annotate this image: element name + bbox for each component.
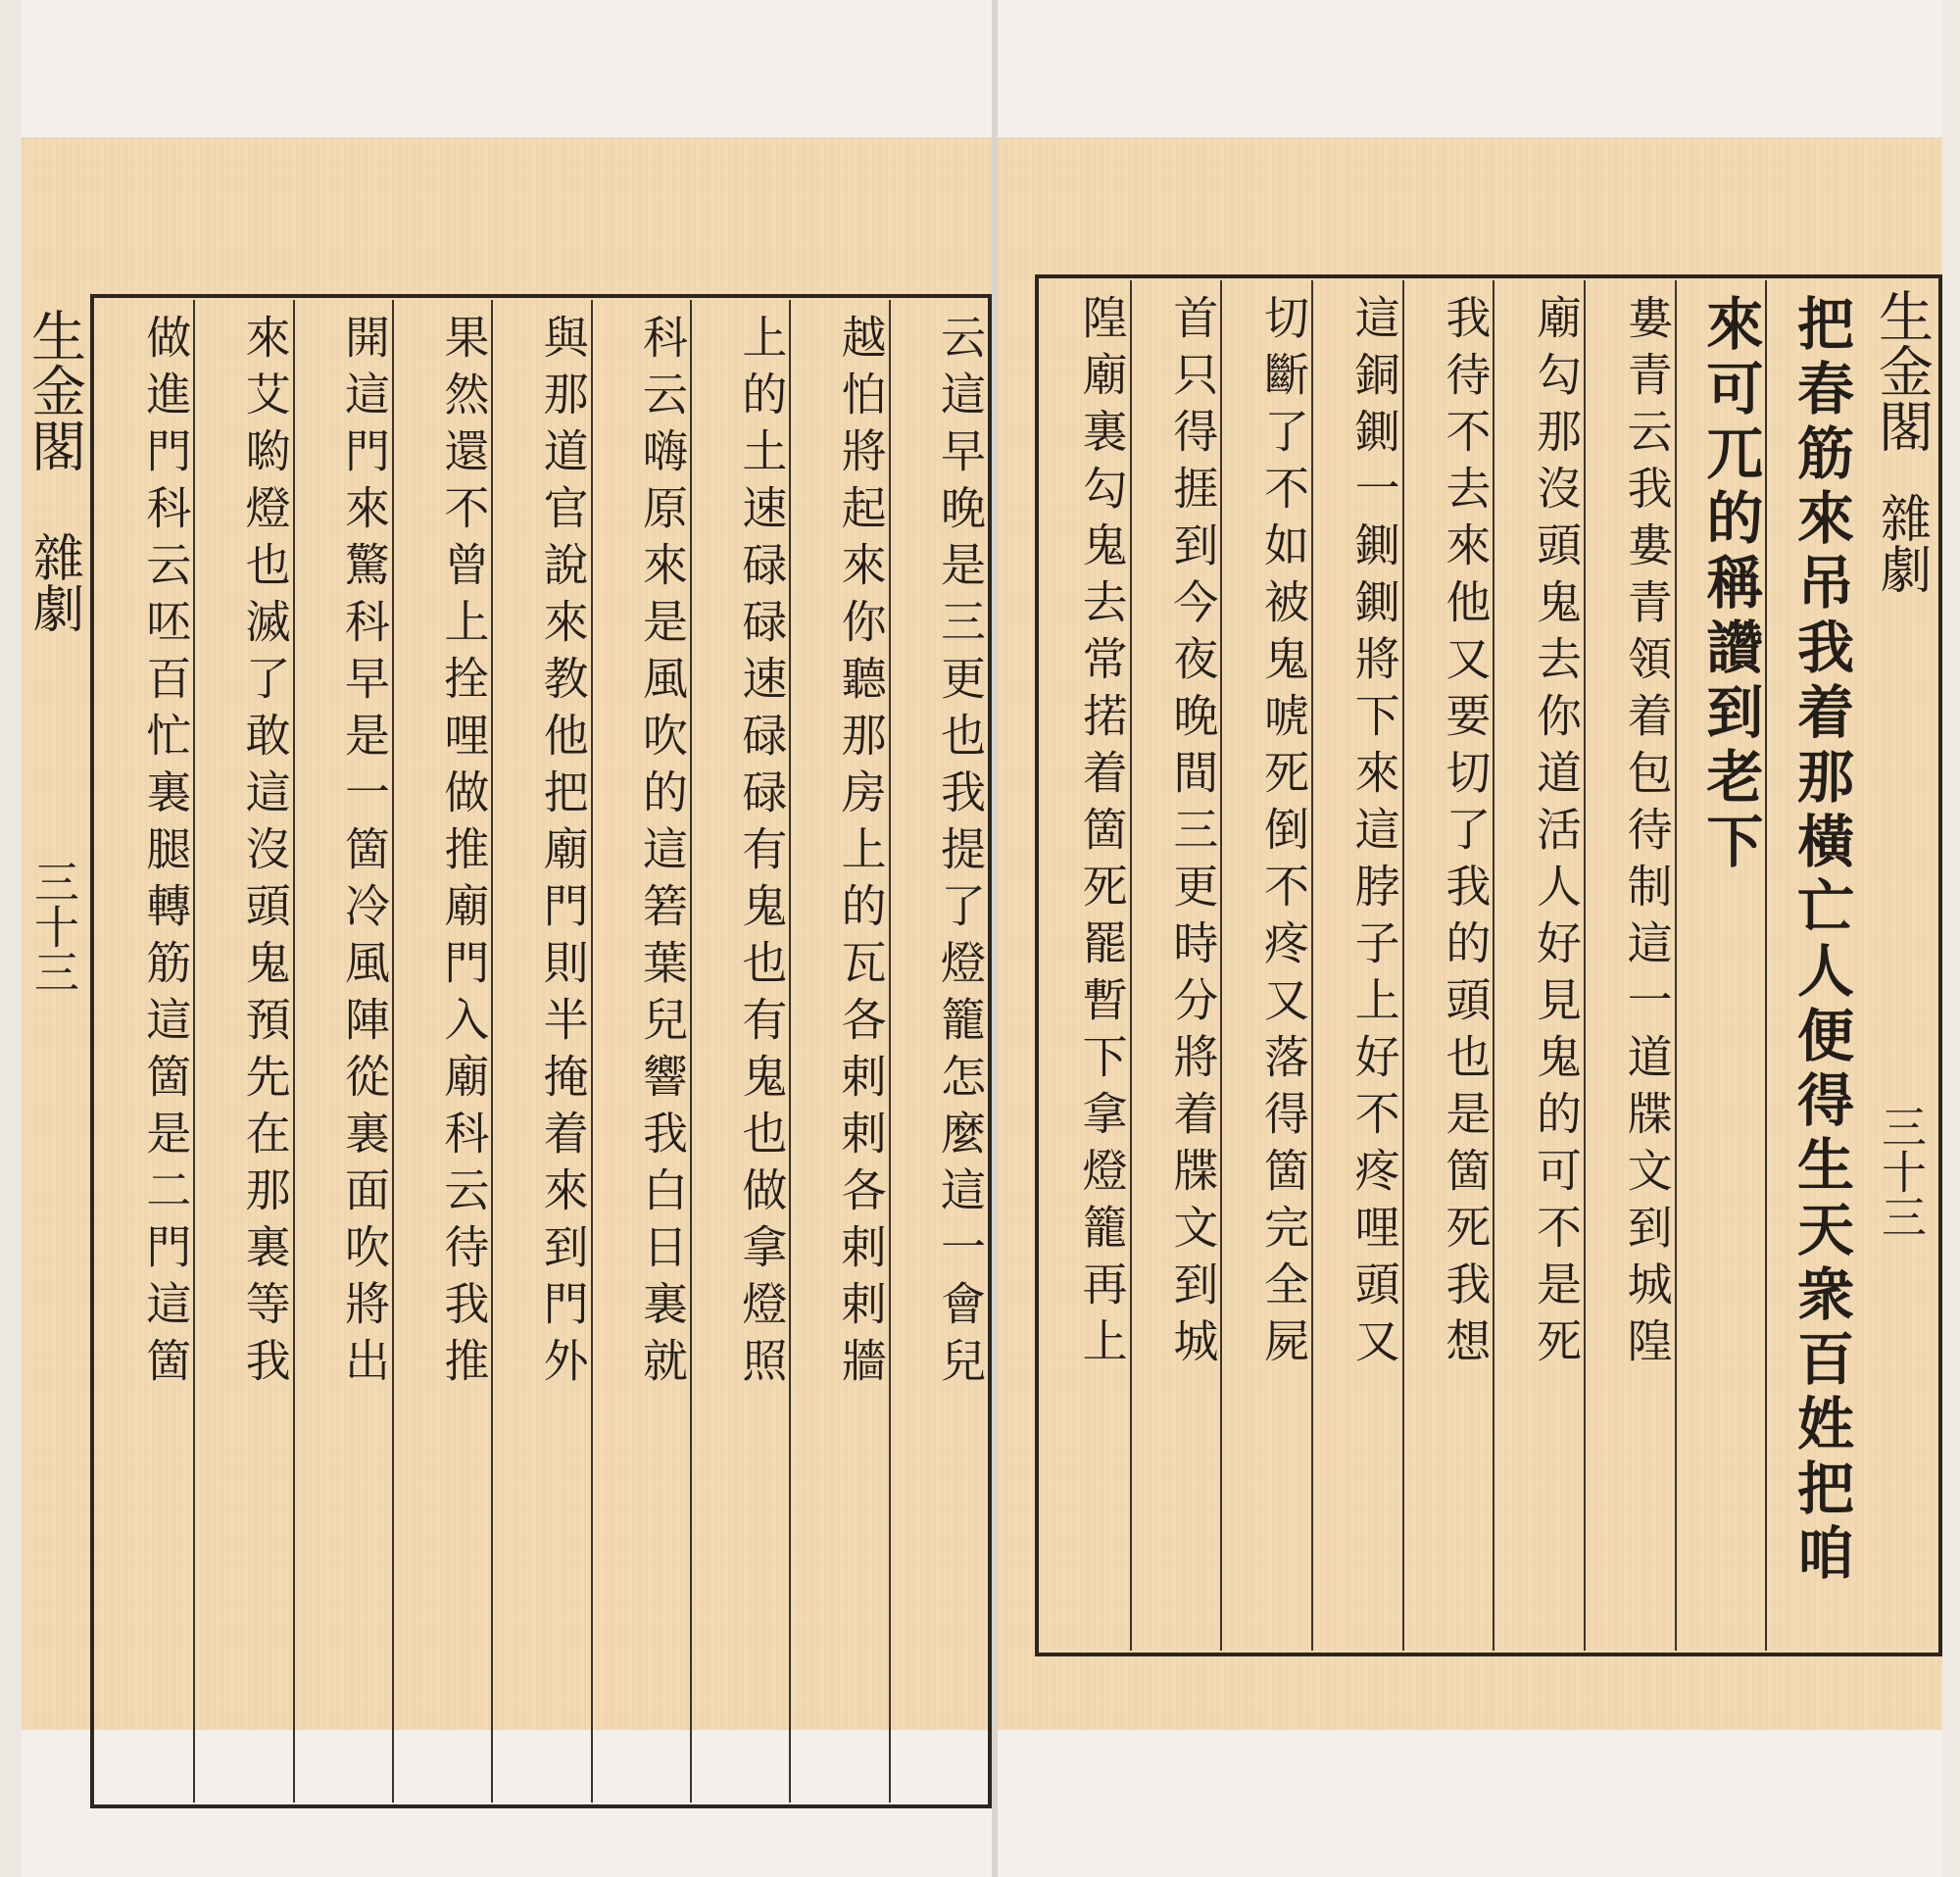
text-column: 首只得捱到今夜晚間三更時分將着牒文到城: [1130, 280, 1221, 1651]
text-column: 果然還不曾上拴哩做推廟門入廟科云待我推: [392, 300, 491, 1803]
text-column: 廟勾那沒頭鬼去你道活人好見鬼的可不是死: [1493, 280, 1584, 1651]
text-column: 婁青云我婁青領着包待制這一道牒文到城隍: [1584, 280, 1675, 1651]
right-margin-title: 雜劇: [1871, 492, 1931, 594]
left-margin-heading: [22, 294, 86, 1730]
text-column: 我待不去來他又要切了我的頭也是箇死我想: [1402, 280, 1494, 1651]
left-page-edge: [0, 0, 22, 1877]
text-column: 做進門科云呸百忙裏腿轉筋這箇是二門這箇: [139, 314, 193, 1394]
text-column: 科云嗨原來是風吹的這箬葉兒響我白日裏就: [591, 300, 690, 1803]
text-column: 切斷了不如被鬼唬死倒不疼又落得箇完全屍: [1220, 280, 1311, 1651]
text-column: 上的土速碌碌速碌碌有鬼也有鬼也做拿燈照: [690, 300, 789, 1803]
text-column: 云這早晚是三更也我提了燈籠怎麼這一會兒: [889, 300, 988, 1803]
right-page-number: 三十三: [1875, 1104, 1928, 1239]
text-column: 隍廟裏勾鬼去常掿着箇死罷暫下拿燈籠再上: [1075, 294, 1129, 1374]
top-blank-margin: [0, 0, 1960, 137]
text-column: 與那道官說來教他把廟門則半掩着來到門外: [491, 300, 590, 1803]
right-page: [998, 137, 1942, 1730]
text-column: 把春筋來吊我着那橫亡人便得生天衆百姓把咱: [1765, 280, 1856, 1651]
right-book-title: 生金閣: [1870, 288, 1934, 453]
right-margin-heading: [1860, 274, 1942, 1730]
left-page-number: 三十三: [27, 859, 80, 994]
text-column: 這銅鍘一鍘鍘將下來這脖子上好不疼哩頭又: [1311, 280, 1402, 1651]
left-book-title: 生金閣: [23, 308, 86, 472]
left-page: [22, 137, 992, 1730]
text-column: 開這門來驚科早是一箇冷風陣從裏面吹將出: [293, 300, 392, 1803]
left-margin-title: 雜劇: [24, 531, 83, 633]
text-column: 來艾喲燈也滅了敢這沒頭鬼預先在那裏等我: [193, 300, 292, 1803]
text-column: 越怕將起來你聽那房上的瓦各剌剌各剌剌牆: [789, 300, 888, 1803]
right-page-edge: [1942, 0, 1960, 1877]
text-column: 來可兀的稱讚到老下: [1675, 280, 1766, 1651]
